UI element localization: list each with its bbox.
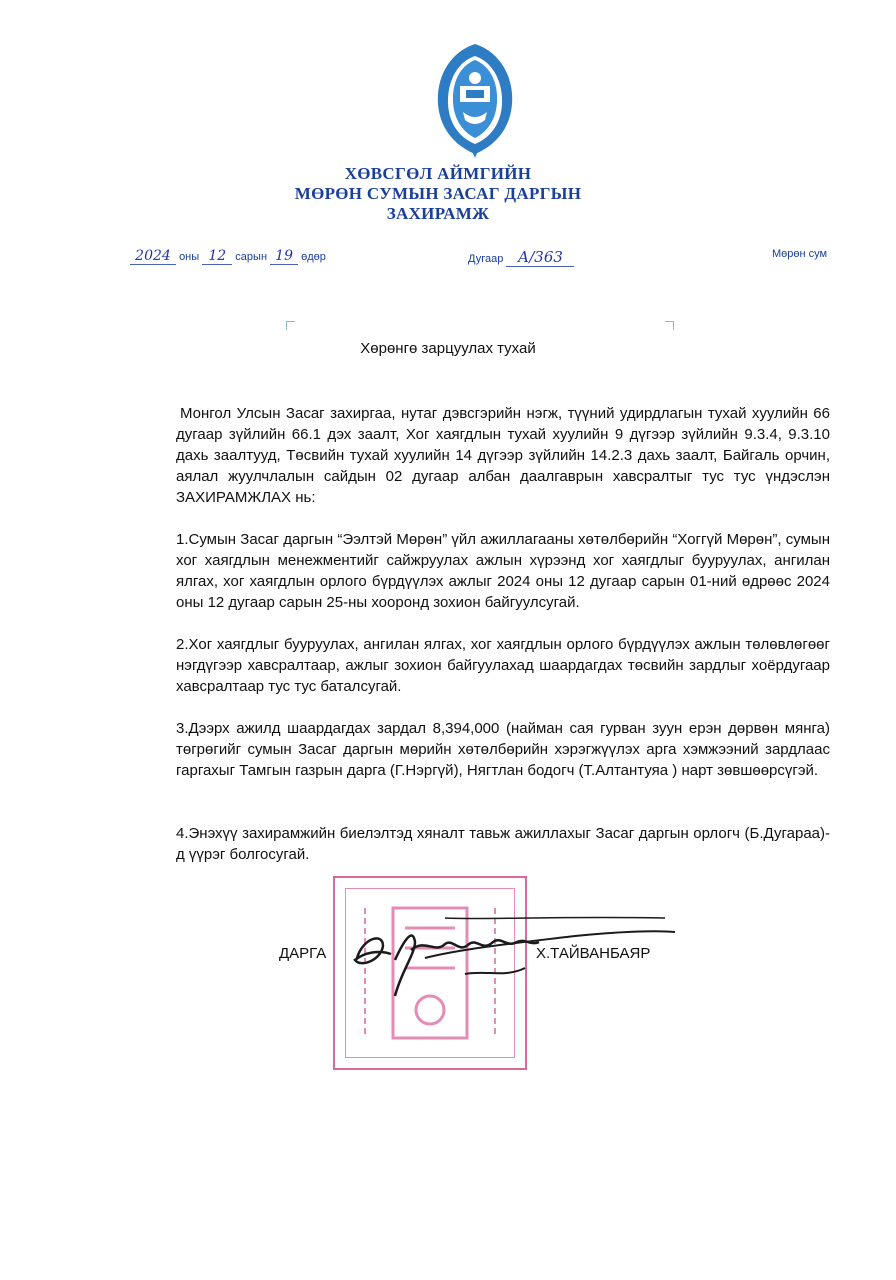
date-month: 12 bbox=[202, 248, 232, 265]
document-subject: Хөрөнгө зарцуулах тухай bbox=[360, 340, 536, 357]
city-name: Мөрөн сум bbox=[772, 248, 828, 260]
document-date bbox=[130, 248, 326, 265]
date-year-suffix: оны bbox=[179, 251, 200, 263]
paragraph-4: 4.Энэхүү захирамжийн биелэлтэд хяналт тавьж ажиллахыг Засаг даргын орлогч (Б.Дугараа)-д үүрэг болгосугай. bbox=[176, 825, 830, 863]
paragraph-3: 3.Дээрх ажилд шаардагдах зардал 8,394,000 (найман сая гурван зуун ерэн дөрвөн мянга) төгрөгийг сумын Засаг даргын мөрийн хөтөлбөрийн хэрэгжүүлэх арга хэмжээний зардлаас гаргахыг Тамгын газрын дарга (Г.Нэргүй), Нягтлан бодогч (Т.Алтантуяа ) нарт зөвшөөрсүгэй. bbox=[176, 720, 830, 779]
date-day: 19 bbox=[270, 248, 298, 265]
date-month-suffix: сарын bbox=[235, 251, 268, 263]
number-value: А/363 bbox=[506, 248, 574, 267]
paragraph-2: 2.Хог хаягдлыг бууруулах, ангилан ялгах, хог хаягдлын орлого бүрдүүлэх ажлын төлөвлөгөөг нэгдүгээр хавсралтаар, ажлыг зохион байгуулахад шаардагдах төсвийн зардлыг хоёрдугаар хавсралтаар тус тус баталсугай. bbox=[176, 636, 830, 695]
date-year: 2024 bbox=[130, 248, 176, 265]
number-label: Дугаар bbox=[468, 253, 504, 265]
signatory-name: Х.ТАЙВАНБАЯР bbox=[536, 945, 651, 962]
field-corner-left bbox=[286, 321, 295, 330]
org-title-line1: ХӨВСГӨЛ АЙМГИЙН bbox=[344, 164, 532, 183]
state-emblem-icon bbox=[430, 42, 520, 160]
signatory-title: ДАРГА bbox=[279, 945, 327, 962]
document-number bbox=[468, 248, 574, 267]
org-title-line2: МӨРӨН СУМЫН ЗАСАГ ДАРГЫН bbox=[294, 184, 582, 203]
paragraph-1: 1.Сумын Засаг даргын “Ээлтэй Мөрөн” үйл ажиллагааны хөтөлбөрийн “Хоггүй Мөрөн”, сумын хог хаягдлын менежментийг сайжруулах ажлын хүрээнд хог хаягдлыг бууруулах, ангилан ялгах, хог хаягдлын орлого бүрдүүлэх ажлыг 2024 оны 12 дугаар сарын 01-ний өдрөөс 2024 оны 12 дугаар сарын 25-ны хооронд зохион байгуулсугай. bbox=[176, 531, 830, 611]
date-day-suffix: өдөр bbox=[301, 251, 326, 263]
paragraph-preamble: Монгол Улсын Засаг захиргаа, нутаг дэвсгэрийн нэгж, түүний удирдлагын тухай хуулийн 66 дугаар зүйлийн 66.1 дэх заалт, Хог хаягдлын тухай хуулийн 9 дүгээр зүйлийн 9.3.4, 9.3.10 дахь заалтууд, Төсвийн тухай хуулийн 14 дүгээр зүйлийн 14.2.3 дахь заалт, Байгаль орчин, аялал жуулчлалын сайдын 02 дугаар албан даалгаврын хавсралтыг тус тус үндэслэн ЗАХИРАМЖЛАХ нь: bbox=[176, 405, 830, 506]
document-type: ЗАХИРАМЖ bbox=[386, 204, 490, 223]
field-corner-right bbox=[665, 321, 674, 330]
